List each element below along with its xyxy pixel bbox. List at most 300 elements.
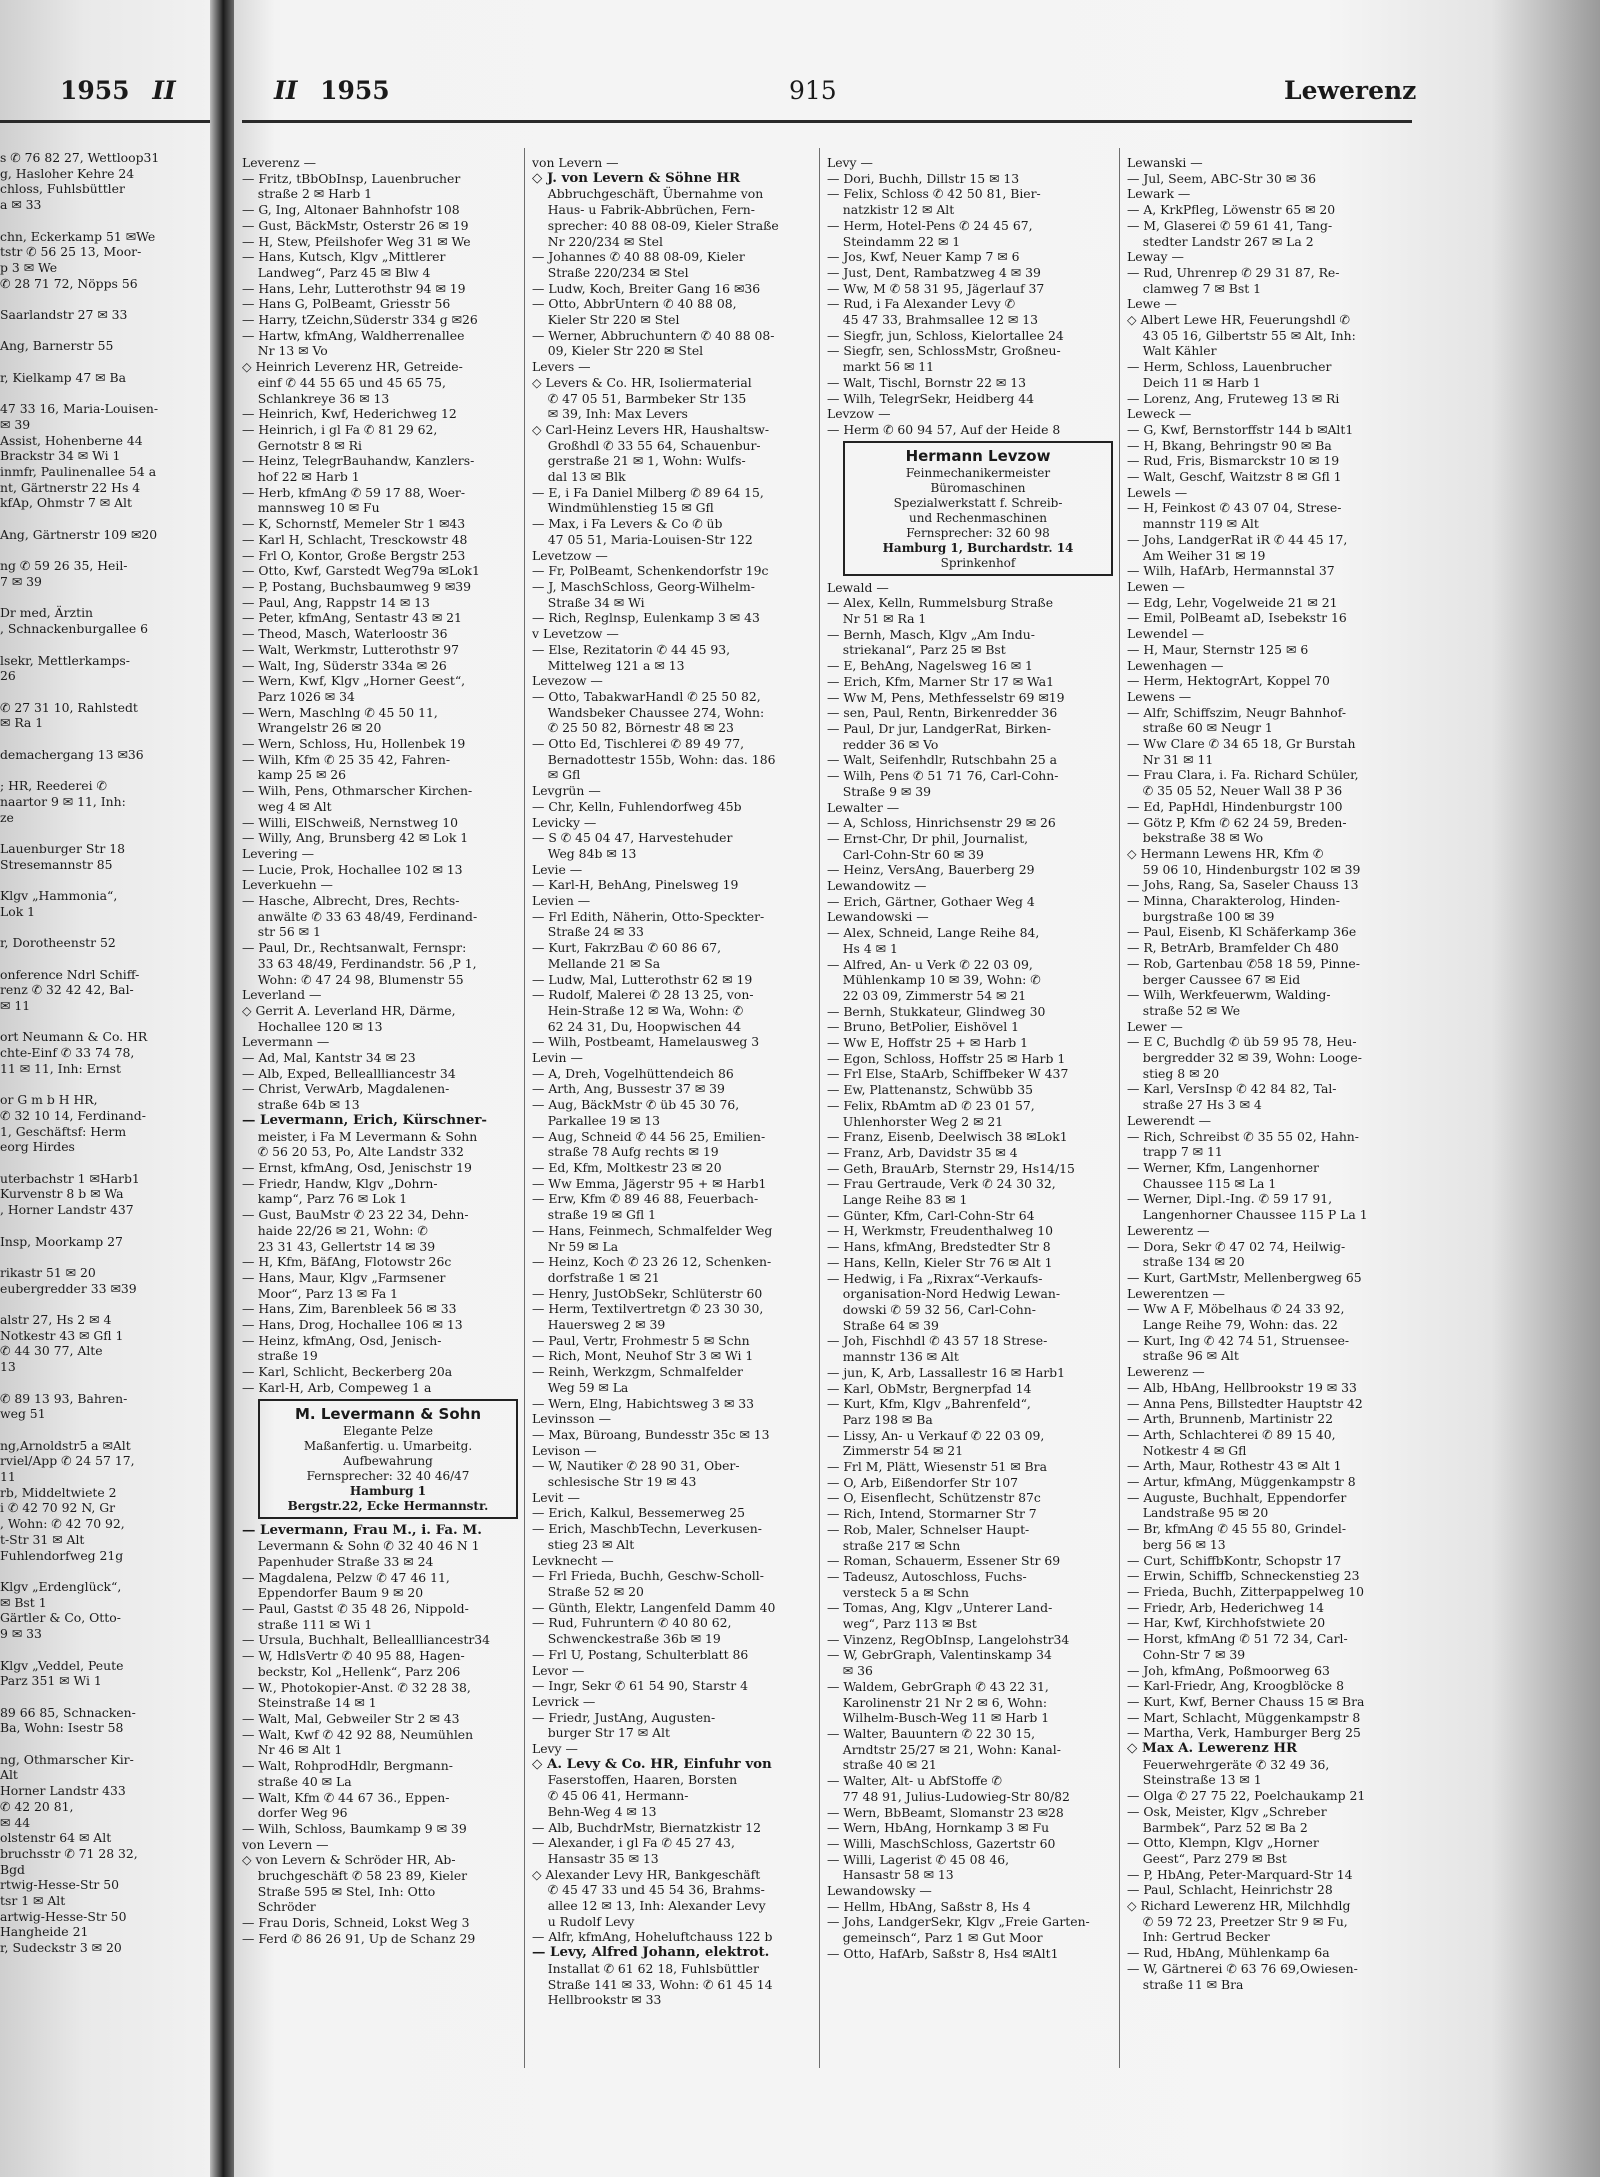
left-page-column [0,150,210,1956]
directory-entry-line: Straße 220/234 ✉ Stel [532,264,689,280]
directory-entry-line: — Erwin, Schiffb, Schneckenstieg 23 [1127,1568,1360,1584]
directory-entry-line: Steinstraße 14 ✉ 1 [242,1695,377,1711]
left-entry-line: 9 ✉ 33 [0,1626,42,1642]
directory-entry-line: — A, Dreh, Vogelhüttendeich 86 [532,1065,734,1081]
directory-entry-line: — Ludw, Koch, Breiter Gang 16 ✉36 [532,280,761,296]
directory-entry-line: stieg 23 ✉ Alt [532,1536,635,1552]
directory-entry-line: — Arth, Ang, Bussestr 37 ✉ 39 [532,1081,725,1097]
directory-entry-line: — Otto, HafArb, Saßstr 8, Hs4 ✉Alt1 [827,1945,1059,1961]
left-entry-line: ✆ 27 31 10, Rahlstedt [0,699,138,715]
left-entry-line [0,291,210,307]
directory-entry-line: Wandsbeker Chaussee 274, Wohn: [532,704,765,720]
directory-entry-line: straße 2 ✉ Harb 1 [242,186,372,202]
surname-heading: Levinsson — [532,1411,611,1427]
left-entry-line: kfAp, Ohmstr 7 ✉ Alt [0,495,132,511]
directory-entry-line: Straße 595 ✉ Stel, Inh: Otto [242,1883,436,1899]
surname-heading: Levrick — [532,1693,596,1709]
directory-entry-line: — Kurt, GartMstr, Mellenbergweg 65 [1127,1269,1362,1285]
directory-entry-line: — Rich, Intend, Stormarner Str 7 [827,1506,1037,1522]
directory-entry-line: — Hans G, PolBeamt, Griesstr 56 [242,296,451,312]
directory-entry-line: — Alfred, An- u Verk ✆ 22 03 09, [827,956,1033,972]
directory-entry-line: — Olga ✆ 27 75 22, Poelchaukamp 21 [1127,1788,1366,1804]
directory-entry-line: — Jul, Seem, ABC-Str 30 ✉ 36 [1127,170,1316,186]
directory-entry-line: Weg 84b ✉ 13 [532,845,637,861]
surname-heading: Lewenhagen — [1127,657,1224,673]
directory-entry-line: Moor“, Parz 13 ✉ Fa 1 [242,1285,399,1301]
left-entry-line: or G m b H HR, [0,1092,98,1108]
directory-entry-line: — Alb, HbAng, Hellbrookstr 19 ✉ 33 [1127,1379,1357,1395]
directory-entry-line: — Aug, Schneid ✆ 44 56 25, Emilien- [532,1128,766,1144]
directory-entry-line: straße 27 Hs 3 ✉ 4 [1127,1097,1262,1113]
directory-entry-line: — S ✆ 45 04 47, Harvestehuder [532,830,733,846]
directory-entry-line: — Erich, Kfm, Marner Str 17 ✉ Wa1 [827,673,1054,689]
directory-entry-line: — Rob, Maler, Schnelser Haupt- [827,1521,1030,1537]
left-entry-line [0,951,210,967]
directory-entry-line: kamp“, Parz 76 ✉ Lok 1 [242,1191,408,1207]
surname-heading: Leweck — [1127,406,1192,422]
left-entry-line [0,323,210,339]
directory-entry-line: — Ursula, Buchhalt, Belleallliancestr34 [242,1632,491,1648]
ad-text-line: Sprinkenhof [940,555,1016,570]
directory-entry-line: — Auguste, Buchhalt, Eppendorfer [1127,1489,1347,1505]
directory-entry-line: — Osk, Meister, Klgv „Schreber [1127,1803,1327,1819]
directory-entry-line: — Wilh, Postbeamt, Hamelausweg 3 [532,1034,760,1050]
left-entry-line: Assist, Hohenberne 44 [0,432,143,448]
directory-entry-line: Hellbrookstr ✉ 33 [532,1992,662,2008]
left-entry-line: 47 33 16, Maria-Louisen- [0,401,159,417]
directory-entry-line: — Erich, Kalkul, Bessemerweg 25 [532,1505,746,1521]
directory-entry-line: Nr 51 ✉ Ra 1 [827,611,927,627]
directory-entry-line: — Minna, Charakterolog, Hinden- [1127,893,1340,909]
left-entry-line: rviel/App ✆ 24 57 17, [0,1453,135,1469]
right-volume: II [274,76,298,105]
directory-entry-line: — Walt, RohprodHdlr, Bergmann- [242,1758,453,1774]
directory-entry-line: — W., Photokopier-Anst. ✆ 32 28 38, [242,1679,471,1695]
directory-entry-line: — Hans, Drog, Hochallee 106 ✉ 13 [242,1317,463,1333]
left-entry-line [0,919,210,935]
directory-entry-line: Behn-Weg 4 ✉ 13 [532,1803,657,1819]
surname-heading: Levers — [532,359,591,375]
directory-entry-line: — Kurt, Kfm, Klgv „Bahrenfeld“, [827,1396,1031,1412]
directory-entry-line: ◇ Carl-Heinz Levers HR, Haushaltsw- [532,421,770,437]
ad-address-line: Bergstr.22, Ecke Hermannstr. [287,1498,489,1513]
directory-entry-line: Haus- u Fabrik-Abbrüchen, Fern- [532,202,755,218]
directory-entry-line: straße 40 ✉ La [242,1773,352,1789]
directory-entry-line: — Alfr, kfmAng, Hoheluftchauss 122 b [532,1929,773,1945]
directory-entry-line: redder 36 ✉ Vo [827,736,939,752]
directory-entry-line: ◇ Albert Lewe HR, Feuerungshdl ✆ [1127,312,1350,328]
directory-entry-line: ◇ Levers & Co. HR, Isoliermaterial [532,374,752,390]
left-entry-line: chn, Eckerkamp 51 ✉We [0,228,156,244]
left-entry-line: chloss, Fuhlsbüttler [0,181,125,197]
directory-entry-line: — Paul, Ang, Rappstr 14 ✉ 13 [242,594,430,610]
directory-entry-line: Straße 141 ✉ 33, Wohn: ✆ 61 45 14 [532,1976,773,1992]
left-entry-line: eorg Hirdes [0,1139,75,1155]
directory-entry-line: Straße 52 ✉ 20 [532,1583,644,1599]
directory-entry-line: Lange Reihe 83 ✉ 1 [827,1192,968,1208]
left-entry-line [0,354,210,370]
left-entry-line: rtwig-Hesse-Str 50 [0,1877,120,1893]
surname-heading: Lewerenz — [1127,1364,1205,1380]
directory-entry-line: — Otto, Kwf, Garstedt Weg79a ✉Lok1 [242,563,480,579]
directory-entry-line: 33 63 48/49, Ferdinandstr. 56 ,P 1, [242,955,477,971]
directory-entry-line: — Paul, Schlacht, Heinrichstr 28 [1127,1882,1333,1898]
directory-entry-line: — Götz P, Kfm ✆ 62 24 59, Breden- [1127,814,1347,830]
directory-entry-line: — Walt, Ing, Süderstr 334a ✉ 26 [242,657,447,673]
directory-entry-line: Straße 24 ✉ 33 [532,924,644,940]
left-entry-line: Parz 351 ✉ Wi 1 [0,1673,102,1689]
directory-entry-line: Walt Kähler [1127,343,1217,359]
directory-entry-line: — Frau Doris, Schneid, Lokst Weg 3 [242,1915,470,1931]
directory-entry-line: — Bernh, Masch, Klgv „Am Indu- [827,626,1035,642]
directory-entry-line: — Felix, RbAmtm aD ✆ 23 01 57, [827,1097,1035,1113]
surname-heading: Lewerentz — [1127,1222,1210,1238]
directory-entry-line: ✆ 35 05 52, Neuer Wall 38 P 36 [1127,783,1343,799]
directory-entry-line: straße 134 ✉ 20 [1127,1254,1245,1270]
right-page-header-left [274,76,390,105]
directory-entry-line: ✆ 45 06 41, Hermann- [532,1788,689,1804]
left-entry-line: Dr med, Ärztin [0,605,94,621]
directory-entry-line: — Heinz, Koch ✆ 23 26 12, Schenken- [532,1254,772,1270]
directory-entry-line: — Walt, Werkmstr, Lutterothstr 97 [242,641,460,657]
directory-entry-line: 47 05 51, Maria-Louisen-Str 122 [532,531,753,547]
directory-entry-line: mannstr 119 ✉ Alt [1127,516,1259,532]
left-entry-line: olstenstr 64 ✉ Alt [0,1830,112,1846]
directory-entry-line: Wohn: ✆ 47 24 98, Blumenstr 55 [242,971,464,987]
directory-entry-line: — Levy, Alfred Johann, elektrot. [532,1945,770,1961]
directory-entry-line: — Siegfr, jun, Schloss, Kielortallee 24 [827,327,1064,343]
directory-entry-line: — Rich, Schreibst ✆ 35 55 02, Hahn- [1127,1128,1359,1144]
directory-entry-line: — M, Glaserei ✆ 59 61 41, Tang- [1127,217,1333,233]
directory-entry-line: mannsweg 10 ✉ Fu [242,500,380,516]
directory-entry-line: — Karl-Friedr, Ang, Kroogblöcke 8 [1127,1678,1344,1694]
directory-entry-line: — Hasche, Albrecht, Dres, Rechts- [242,893,460,909]
directory-entry-line: — Edg, Lehr, Vogelweide 21 ✉ 21 [1127,594,1338,610]
surname-heading: von Levern — [242,1836,329,1852]
directory-entry-line: — E, i Fa Daniel Milberg ✆ 89 64 15, [532,484,764,500]
directory-entry-line: — Fritz, tBbObInsp, Lauenbrucher [242,170,461,186]
directory-entry-line: gemeinsch“, Parz 1 ✉ Gut Moor [827,1930,1043,1946]
directory-entry-line: — Herm, Hotel-Pens ✆ 24 45 67, [827,217,1033,233]
left-entry-line: demachergang 13 ✉36 [0,746,144,762]
directory-entry-line: — Frl O, Kontor, Große Bergstr 253 [242,547,466,563]
directory-entry-line: weg“, Parz 113 ✉ Bst [827,1616,977,1632]
directory-entry-line: — Arth, Schlachterei ✆ 89 15 40, [1127,1426,1336,1442]
left-entry-line: ng ✆ 59 26 35, Heil- [0,558,128,574]
directory-entry-line: — Max, i Fa Levers & Co ✆ üb [532,516,723,532]
directory-entry-line: — Rud, HbAng, Mühlenkamp 6a [1127,1945,1330,1961]
surname-heading: Lewanski — [1127,155,1203,170]
surname-heading: Leverkuehn — [242,877,333,893]
directory-entry-line: Geest“, Parz 279 ✉ Bst [1127,1850,1287,1866]
directory-entry-line: Notkestr 4 ✉ Gfl [1127,1442,1247,1458]
surname-heading: Lewandowsky — [827,1883,932,1899]
directory-entry-line: — Harry, tZeichn,Süderstr 334 g ✉26 [242,312,478,328]
directory-entry-line: schlesische Str 19 ✉ 43 [532,1474,697,1490]
directory-entry-line: Schwenckestraße 36b ✉ 19 [532,1631,721,1647]
directory-entry-line: — Herm, HektogrArt, Koppel 70 [1127,673,1330,689]
left-entry-line: ng,Arnoldstr5 a ✉Alt [0,1437,131,1453]
directory-entry-line: — Karl-H, BehAng, Pinelsweg 19 [532,877,739,893]
left-entry-line: r, Dorotheenstr 52 [0,935,116,951]
directory-entry-line: — Frau Gertraude, Verk ✆ 24 30 32, [827,1176,1056,1192]
ad-address-line: Hamburg 1 [349,1483,427,1498]
directory-entry-line: 62 24 31, Du, Hoopwischen 44 [532,1018,742,1034]
directory-entry-line: beckstr, Kol „Hellenk“, Parz 206 [242,1663,461,1679]
directory-entry-line: — Wilh, Pens ✆ 51 71 76, Carl-Cohn- [827,768,1059,784]
left-year: 1955 [60,76,130,105]
directory-entry-line: — Walter, Alt- u AbfStoffe ✆ [827,1773,1002,1789]
directory-column-2 [532,155,814,2008]
directory-entry-line: ◇ A. Levy & Co. HR, Einfuhr von [532,1756,772,1772]
directory-entry-line: — Tadeusz, Autoschloss, Fuchs- [827,1568,1027,1584]
directory-entry-line: — Artur, kfmAng, Müggenkampstr 8 [1127,1474,1356,1490]
directory-entry-line: — H, Bkang, Behringstr 90 ✉ Ba [1127,437,1332,453]
directory-entry-line: — P, HbAng, Peter-Marquard-Str 14 [1127,1866,1353,1882]
directory-entry-line: — Fr, PolBeamt, Schenkendorfstr 19c [532,563,769,579]
directory-entry-line: Straße 64 ✉ 39 [827,1317,939,1333]
directory-entry-line: — Werner, Abbruchuntern ✆ 40 88 08- [532,327,775,343]
directory-entry-line: — Hedwig, i Fa „Rixrax“-Verkaufs- [827,1270,1043,1286]
directory-entry-line: — Rud, Fuhruntern ✆ 40 80 62, [532,1615,732,1631]
directory-entry-line: ✆ 45 47 33 und 45 54 36, Brahms- [532,1882,765,1898]
left-entry-line: Klgv „Erdenglück“, [0,1578,122,1594]
directory-entry-line: — Rud, Fris, Bismarckstr 10 ✉ 19 [1127,453,1340,469]
left-entry-line: tsr 1 ✉ Alt [0,1893,66,1909]
surname-heading: v Levetzow — [532,626,619,642]
surname-heading: Lewendel — [1127,626,1205,642]
directory-entry-line: Nr 46 ✉ Alt 1 [242,1742,343,1758]
directory-entry-line: — Mart, Schlacht, Müggenkampstr 8 [1127,1709,1361,1725]
column-divider [1119,148,1120,2068]
directory-entry-line: Mühlenkamp 10 ✉ 39, Wohn: ✆ [827,972,1041,988]
left-entry-line: 7 ✉ 39 [0,573,42,589]
left-entry-line [0,825,210,841]
ad-text-line: Fernsprecher: 32 60 98 [906,525,1050,540]
directory-entry-line: — Werner, Dipl.-Ing. ✆ 59 17 91, [1127,1191,1333,1207]
left-entry-line: ze [0,809,14,825]
directory-entry-line: stieg 8 ✉ 20 [1127,1065,1220,1081]
directory-entry-line: — Walt, Tischl, Bornstr 22 ✉ 13 [827,374,1026,390]
directory-entry-line: — Aug, BäckMstr ✆ üb 45 30 76, [532,1097,740,1113]
directory-entry-line: — Wilh, Schloss, Baumkamp 9 ✉ 39 [242,1820,467,1836]
directory-entry-line: — Hans, kfmAng, Bredstedter Str 8 [827,1239,1051,1255]
left-entry-line: , Horner Landstr 437 [0,1202,134,1218]
directory-entry-line: — Alfr, Schiffszim, Neugr Bahnhof- [1127,704,1347,720]
directory-entry-line: — Erw, Kfm ✆ 89 46 88, Feuerbach- [532,1191,759,1207]
surname-heading: Levknecht — [532,1552,614,1568]
left-entry-line [0,590,210,606]
directory-entry-line: — Hans, Lehr, Lutterothstr 94 ✉ 19 [242,280,466,296]
ad-address-line: Hamburg 1, Burchardstr. 14 [882,540,1074,555]
left-entry-line: nt, Gärtnerstr 22 Hs 4 [0,479,141,495]
directory-entry-line: — Ernst-Chr, Dr phil, Journalist, [827,830,1029,846]
page-number: 915 [789,76,837,105]
surname-heading: Lewalter — [827,799,900,815]
directory-entry-line: Hein-Straße 12 ✉ Wa, Wohn: ✆ [532,1002,744,1018]
directory-entry-line: — Curt, SchiffbKontr, Schopstr 17 [1127,1552,1342,1568]
directory-entry-line: — Vinzenz, RegObInsp, Langelohstr34 [827,1631,1070,1647]
directory-entry-line: — sen, Paul, Rentn, Birkenredder 36 [827,705,1058,721]
surname-heading: Lewens — [1127,688,1192,704]
directory-entry-line: Chaussee 115 ✉ La 1 [1127,1175,1277,1191]
surname-heading: Leverland — [242,987,322,1003]
directory-entry-line: Eppendorfer Baum 9 ✉ 20 [242,1585,424,1601]
left-entry-line [0,684,210,700]
directory-entry-line: — Rud, i Fa Alexander Levy ✆ [827,296,1016,312]
directory-entry-line: Mellande 21 ✉ Sa [532,955,661,971]
left-entry-line: Klgv „Hammonia“, [0,888,118,904]
directory-entry-line: — Wern, Maschlng ✆ 45 50 11, [242,704,438,720]
directory-entry-line: — Johs, Rang, Sa, Saseler Chauss 13 [1127,877,1359,893]
surname-heading: Lewen — [1127,578,1185,594]
left-entry-line: Stresemannstr 85 [0,856,113,872]
directory-entry-line: — H, Kfm, BäfAng, Flotowstr 26c [242,1254,452,1270]
left-entry-line [0,637,210,653]
directory-entry-line: — Frl U, Postang, Schulterblatt 86 [532,1646,749,1662]
directory-entry-line: str 56 ✉ 1 [242,924,321,940]
page-keyword: Lewerenz [1284,76,1417,105]
directory-entry-line: — Rich, Reglnsp, Eulenkamp 3 ✉ 43 [532,610,760,626]
left-entry-line: Fuhlendorfweg 21g [0,1547,124,1563]
directory-entry-line: Nr 13 ✉ Vo [242,343,328,359]
directory-entry-line: ◇ Max A. Lewerenz HR [1127,1741,1298,1757]
ad-text-line: Feinmechanikermeister [905,465,1051,480]
left-entry-line [0,1736,210,1752]
directory-entry-line: — Willi, ElSchweiß, Nernstweg 10 [242,814,459,830]
directory-entry-line: Weg 59 ✉ La [532,1379,629,1395]
directory-entry-line: Hauersweg 2 ✉ 39 [532,1317,666,1333]
directory-entry-line: — O, Eisenflecht, Schützenstr 87c [827,1490,1041,1506]
directory-entry-line: Faserstoffen, Haaren, Borsten [532,1772,738,1788]
directory-entry-line: Schröder [242,1899,316,1915]
directory-entry-line: — Christ, VerwArb, Magdalenen- [242,1081,450,1097]
advertisement-box [843,441,1113,576]
directory-entry-line: — Wern, Elng, Habichtsweg 3 ✉ 33 [532,1395,755,1411]
left-entry-line: a ✉ 33 [0,197,42,213]
directory-entry-line: Uhlenhorster Weg 2 ✉ 21 [827,1113,1004,1129]
left-entry-line [0,1014,210,1030]
directory-entry-line: — Arth, Maur, Rothestr 43 ✉ Alt 1 [1127,1458,1342,1474]
directory-entry-line: ◇ Hermann Lewens HR, Kfm ✆ [1127,845,1324,861]
directory-entry-line: — Emil, PolBeamt aD, Isebekstr 16 [1127,610,1347,626]
directory-entry-line: Nr 59 ✉ La [532,1238,619,1254]
ad-text-line: und Rechenmaschinen [909,510,1047,525]
left-entry-line: Saarlandstr 27 ✉ 33 [0,307,128,323]
directory-entry-line: — Frl Frieda, Buchh, Geschw-Scholl- [532,1568,764,1584]
directory-entry-line: — Kurt, FakrzBau ✆ 60 86 67, [532,940,722,956]
directory-entry-line: — Magdalena, Pelzw ✆ 47 46 11, [242,1569,450,1585]
left-entry-line: ✆ 32 10 14, Ferdinand- [0,1107,146,1123]
directory-entry-line: Wilhelm-Busch-Weg 11 ✉ Harb 1 [827,1710,1050,1726]
left-entry-line: 26 [0,668,16,684]
directory-entry-line: Windmühlenstieg 15 ✉ Gfl [532,500,714,516]
left-entry-line: Lauenburger Str 18 [0,840,125,856]
directory-entry-line: berg 56 ✉ 13 [1127,1536,1226,1552]
directory-entry-line: ✆ 25 50 82, Börnestr 48 ✉ 23 [532,720,734,736]
surname-heading: Levicky — [532,814,597,830]
surname-heading: von Levern — [532,155,619,170]
directory-column-4 [1127,155,1417,1992]
directory-entry-line: — Ww M, Pens, Methfesselstr 69 ✉19 [827,689,1065,705]
directory-entry-line: — Erich, MaschbTechn, Leverkusen- [532,1521,762,1537]
left-entry-line: ✉ 39 [0,416,31,432]
directory-entry-line: — Ww Clare ✆ 34 65 18, Gr Burstah [1127,736,1356,752]
left-entry-line: artwig-Hesse-Str 50 [0,1908,127,1924]
directory-entry-line: — Gust, BäckMstr, Osterstr 26 ✉ 19 [242,217,469,233]
surname-heading: Levin — [532,1050,583,1066]
directory-entry-line: Lange Reihe 79, Wohn: das. 22 [1127,1317,1338,1333]
left-entry-line: ✉ Ra 1 [0,715,44,731]
directory-entry-line: straße 64b ✉ 13 [242,1097,360,1113]
directory-entry-line: ✆ 56 20 53, Po, Alte Landstr 332 [242,1144,464,1160]
ad-company-name: Hermann Levzow [905,446,1051,465]
left-entry-line: ; HR, Reederei ✆ [0,778,107,794]
directory-column-3 [827,155,1113,1962]
directory-entry-line: bergredder 32 ✉ 39, Wohn: Looge- [1127,1050,1362,1066]
directory-entry-line: versteck 5 a ✉ Schn [827,1584,969,1600]
left-entry-line: 89 66 85, Schnacken- [0,1704,136,1720]
directory-entry-line: Papenhuder Straße 33 ✉ 24 [242,1553,434,1569]
directory-entry-line: — E, BehAng, Nagelsweg 16 ✉ 1 [827,658,1033,674]
directory-entry-line: straße 52 ✉ We [1127,1002,1241,1018]
surname-heading: Lewark — [1127,186,1191,202]
directory-entry-line: — Siegfr, sen, SchlossMstr, Großneu- [827,343,1061,359]
directory-entry-line: — Heinrich, Kwf, Hederichweg 12 [242,406,457,422]
directory-entry-line: — Hans, Kelln, Kieler Str 76 ✉ Alt 1 [827,1254,1053,1270]
directory-entry-line: — Alex, Schneid, Lange Reihe 84, [827,925,1040,941]
surname-heading: Levering — [242,845,315,861]
directory-entry-line: Steinstraße 13 ✉ 1 [1127,1772,1262,1788]
left-entry-line: , Schnackenburgallee 6 [0,621,148,637]
directory-entry-line: — Martha, Verk, Hamburger Berg 25 [1127,1725,1361,1741]
left-entry-line: Ba, Wohn: Isestr 58 [0,1720,124,1736]
directory-entry-line: — Waldem, GebrGraph ✆ 43 22 31, [827,1678,1049,1694]
left-entry-line: Horner Landstr 433 [0,1783,126,1799]
right-header-rule [242,120,1412,123]
left-entry-line [0,543,210,559]
left-entry-line: Alt [0,1767,18,1783]
directory-entry-line: 43 05 16, Gilbertstr 55 ✉ Alt, Inh: [1127,327,1356,343]
directory-entry-line: — Dori, Buchh, Dillstr 15 ✉ 13 [827,170,1020,186]
directory-entry-line: — Wilh, Kfm ✆ 25 35 42, Fahren- [242,751,451,767]
column-divider [524,148,525,2068]
directory-entry-line: — A, KrkPfleg, Löwenstr 65 ✉ 20 [1127,202,1336,218]
directory-entry-line: — Rob, Gartenbau ✆58 18 59, Pinne- [1127,955,1360,971]
directory-entry-line: ◇ von Levern & Schröder HR, Ab- [242,1852,456,1868]
left-entry-line [0,1422,210,1438]
directory-entry-line: Parz 198 ✉ Ba [827,1411,933,1427]
left-entry-line: ✆ 89 13 93, Bahren- [0,1390,128,1406]
directory-entry-line: bruchgeschäft ✆ 58 23 89, Kieler [242,1868,468,1884]
directory-entry-line: allee 12 ✉ 13, Inh: Alexander Levy [532,1898,766,1914]
surname-heading: Lewandowski — [827,909,929,925]
directory-entry-line: — H, Maur, Sternstr 125 ✉ 6 [1127,641,1309,657]
directory-entry-line: — Werner, Kfm, Langenhorner [1127,1160,1319,1175]
surname-heading: Levor — [532,1662,585,1678]
right-year: 1955 [320,76,390,105]
directory-entry-line: Cohn-Str 7 ✉ 39 [1127,1646,1246,1662]
left-entry-line: 11 ✉ 11, Inh: Ernst [0,1060,121,1076]
directory-entry-line: — Paul, Eisenb, Kl Schäferkamp 36e [1127,924,1357,940]
directory-entry-line: Levermann & Sohn ✆ 32 40 46 N 1 [242,1538,480,1554]
directory-entry-line: Straße 34 ✉ Wi [532,594,645,610]
directory-entry-line: — Felix, Schloss ✆ 42 50 81, Bier- [827,186,1041,202]
directory-entry-line: — Kurt, Ing ✆ 42 74 51, Struensee- [1127,1332,1350,1348]
directory-entry-line: — Rudolf, Malerei ✆ 28 13 25, von- [532,987,754,1003]
directory-entry-line: markt 56 ✉ 11 [827,359,935,375]
directory-entry-line: Zimmerstr 54 ✉ 21 [827,1443,964,1459]
